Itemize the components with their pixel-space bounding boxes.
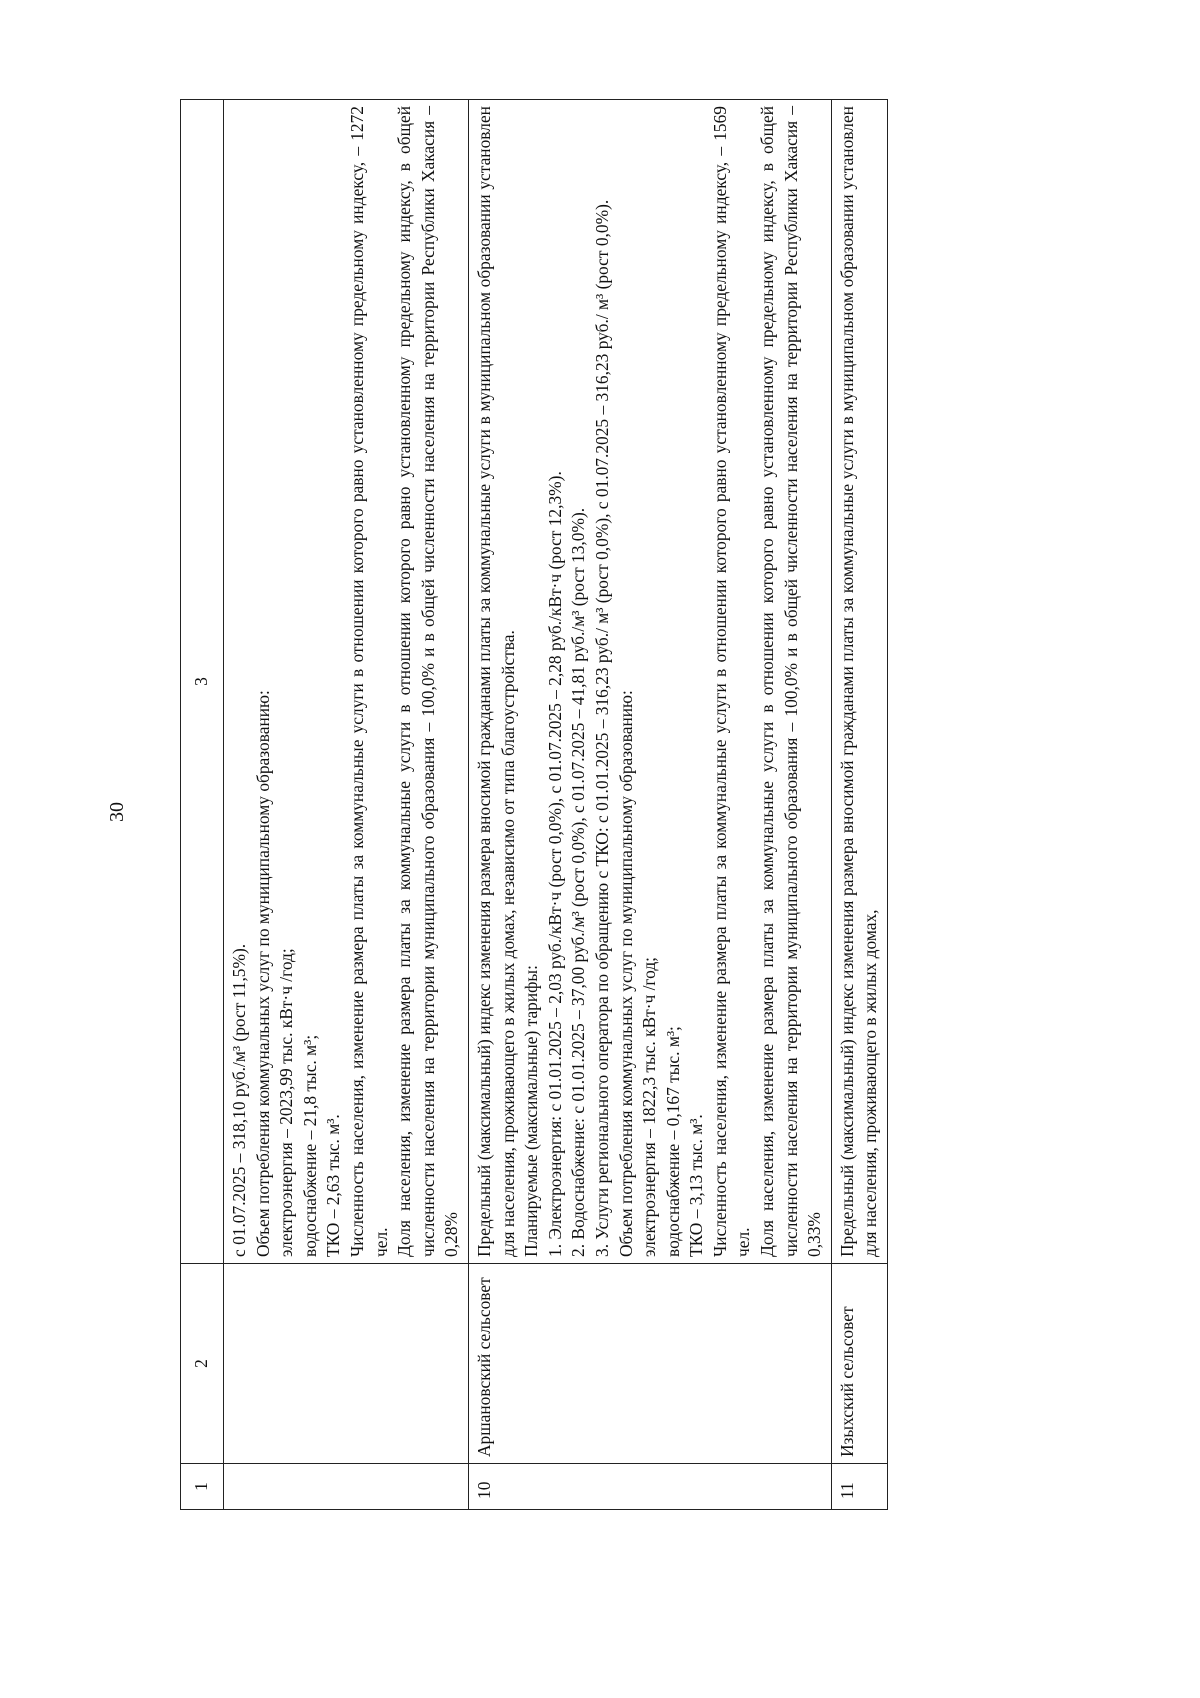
content-line: Предельный (максимальный) индекс изменения размера вносимой гражданами платы за коммунальные услуги в муниципальном образовании установлен для населения, проживающего в жилых домах, независимо от типа благоустройства. xyxy=(473,106,518,1257)
row-number xyxy=(224,1464,469,1510)
header-col-1: 1 xyxy=(181,1464,224,1510)
content-line: с 01.07.2025 – 318,10 руб./м³ (рост 11,5%). xyxy=(229,943,249,1257)
rotated-table-wrapper xyxy=(180,100,1060,1510)
content-line: Объем потребления коммунальных услуг по муниципальному образованию: xyxy=(252,690,273,1257)
content-line: Доля населения, изменение размера платы за коммунальные услуги в отношении которого равно установленному предельному индексу, в общей численности населения на территории муниципального образования – 100,0% и в общей численности населения на территории Республики Хакасия – 0,28% xyxy=(394,106,462,1257)
table-row xyxy=(224,100,469,1510)
table-header-row xyxy=(181,100,224,1510)
content-line: электроэнергия – 1822,3 тыс. кВт·ч /год; xyxy=(639,956,660,1257)
header-col-2: 2 xyxy=(181,1264,224,1464)
content-line: Доля населения, изменение размера платы за коммунальные услуги в отношении которого равно установленному предельному индексу, в общей численности населения на территории муниципального образования – 100,0% и в общей численности населения на территории Республики Хакасия – 0,33% xyxy=(757,106,825,1257)
row-content xyxy=(831,100,887,1264)
row-content xyxy=(468,100,831,1264)
tariff-table xyxy=(180,99,888,1510)
content-line: Предельный (максимальный) индекс изменения размера вносимой гражданами платы за коммунальные услуги в муниципальном образовании установлен для населения, проживающего в жилых домах, xyxy=(836,106,881,1257)
content-line: электроэнергия – 2023,99 тыс. кВт·ч /год; xyxy=(276,948,297,1257)
content-line: Планируемые (максимальные) тарифы: xyxy=(521,965,542,1257)
row-content xyxy=(224,100,469,1264)
row-number: 11 xyxy=(831,1464,887,1510)
content-line: 3. Услуги регионального оператора по обращению с ТКО: с 01.01.2025 – 316,23 руб./ м³ (рост 0,0%), с 01.07.2025 – 316,23 руб./ м³ (рост 0,0%). xyxy=(591,199,612,1257)
row-municipality: Аршановский сельсовет xyxy=(468,1264,831,1464)
page-number: 30 xyxy=(106,802,128,822)
row-municipality: Изыхский сельсовет xyxy=(831,1264,887,1464)
header-col-3: 3 xyxy=(181,100,224,1264)
content-line: 2. Водоснабжение: с 01.01.2025 – 37,00 руб./м³ (рост 0,0%), с 01.07.2025 – 41,81 руб./м³ (рост 13,0%). xyxy=(568,507,589,1257)
row-number: 10 xyxy=(468,1464,831,1510)
table-row xyxy=(468,100,831,1510)
content-line: Численность населения, изменение размера платы за коммунальные услуги в отношении которого равно установленному предельному индексу, – 1272 чел. xyxy=(346,106,391,1257)
content-line: 1. Электроэнергия: с 01.01.2025 – 2,03 руб./кВт·ч (рост 0,0%), с 01.07.2025 – 2,28 руб./кВт·ч (рост 12,3%). xyxy=(544,471,565,1257)
row-municipality xyxy=(224,1264,469,1464)
content-line: Объем потребления коммунальных услуг по муниципальному образованию: xyxy=(615,690,636,1257)
content-line: водоснабжение – 21,8 тыс. м³; xyxy=(299,1034,320,1257)
table-row xyxy=(831,100,887,1510)
content-line: Численность населения, изменение размера платы за коммунальные услуги в отношении которого равно установленному предельному индексу, – 1569 чел. xyxy=(709,106,754,1257)
content-line: ТКО – 3,13 тыс. м³. xyxy=(686,1114,707,1257)
content-line: ТКО – 2,63 тыс. м³. xyxy=(323,1114,344,1257)
content-line: водоснабжение – 0,167 тыс. м³; xyxy=(662,1026,683,1257)
